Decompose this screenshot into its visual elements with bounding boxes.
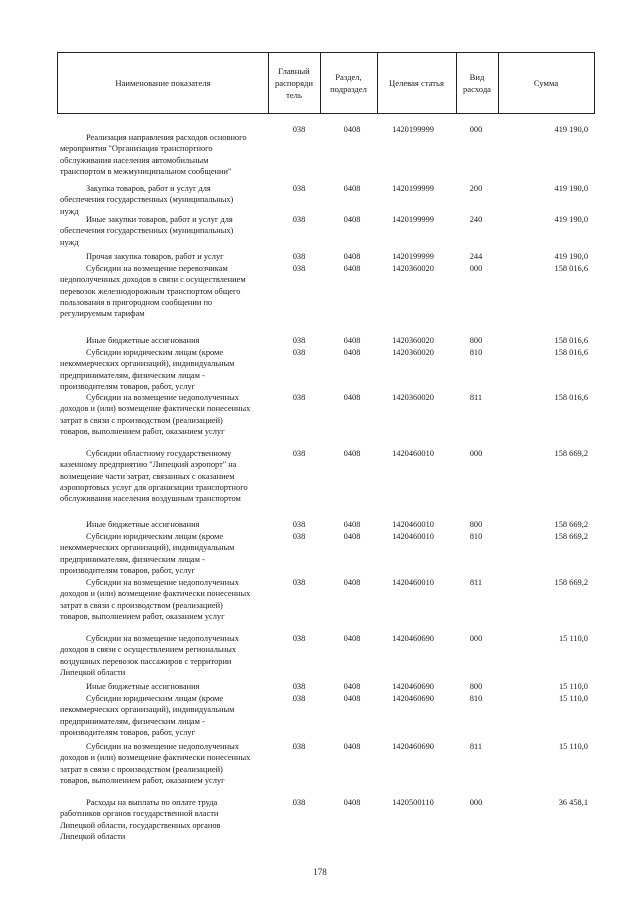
row-type: 000 bbox=[469, 449, 483, 458]
row-target: 1420460690 bbox=[392, 694, 434, 703]
row-sum: 15 110,0 bbox=[558, 634, 588, 643]
row-type: 810 bbox=[469, 532, 483, 541]
row-sum: 419 190,0 bbox=[554, 184, 588, 193]
row-name: Субсидии на возмещение недополученных доходов и (или) возмещение фактически понесенных затрат в связи с производством (реализацией) товаров, выполнением работ, оказанием услуг bbox=[60, 742, 251, 785]
row-target: 1420199999 bbox=[392, 184, 434, 193]
row-type: 810 bbox=[469, 694, 483, 703]
row-admin: 038 bbox=[292, 252, 306, 261]
row-target: 1420460010 bbox=[392, 520, 434, 529]
row-sum: 15 110,0 bbox=[558, 694, 588, 703]
row-admin: 038 bbox=[292, 634, 306, 643]
header-type-text: Вид расхода bbox=[462, 72, 492, 94]
row-section: 0408 bbox=[343, 742, 361, 751]
row-sum: 419 190,0 bbox=[554, 252, 588, 261]
row-type: 240 bbox=[469, 215, 483, 224]
row-admin: 038 bbox=[292, 520, 306, 529]
row-name: Расходы на выплаты по оплате труда работников органов государственной власти Липецкой области, государственных органов Липецкой области bbox=[60, 798, 221, 841]
row-name: Субсидии на возмещение перевозчикам недополученных доходов в связи с осуществлением перевозок железнодорожным транспортом общего пользования в пригородном сообщении по регулируемым тарифам bbox=[60, 264, 246, 319]
row-type: 000 bbox=[469, 264, 483, 273]
row-sum: 419 190,0 bbox=[554, 215, 588, 224]
row-name: Реализация направления расходов основного мероприятия "Организация транспортного обслуживания населения автомобильным транспортом в межмуниципальном сообщении" bbox=[60, 133, 247, 176]
row-type: 800 bbox=[469, 682, 483, 691]
table-header bbox=[57, 52, 595, 114]
row-section: 0408 bbox=[343, 252, 361, 261]
row-name: Прочая закупка товаров, работ и услуг bbox=[86, 252, 224, 261]
row-type: 200 bbox=[469, 184, 483, 193]
row-target: 1420460010 bbox=[392, 532, 434, 541]
row-sum: 158 016,6 bbox=[554, 393, 588, 402]
row-section: 0408 bbox=[343, 215, 361, 224]
row-name: Иные закупки товаров, работ и услуг для обеспечения государственных (муниципальных) нужд bbox=[60, 215, 234, 247]
row-type: 000 bbox=[469, 634, 483, 643]
row-name: Иные бюджетные ассигнования bbox=[86, 682, 200, 691]
row-admin: 038 bbox=[292, 215, 306, 224]
row-sum: 158 669,2 bbox=[554, 449, 588, 458]
header-name bbox=[58, 53, 268, 113]
row-admin: 038 bbox=[292, 578, 306, 587]
page-number: 178 bbox=[313, 867, 327, 877]
row-admin: 038 bbox=[292, 393, 306, 402]
row-type: 811 bbox=[469, 742, 483, 751]
row-admin: 038 bbox=[292, 532, 306, 541]
row-type: 811 bbox=[469, 393, 483, 402]
row-target: 1420360020 bbox=[392, 264, 434, 273]
row-target: 1420460690 bbox=[392, 634, 434, 643]
row-type: 244 bbox=[469, 252, 483, 261]
row-target: 1420199999 bbox=[392, 252, 434, 261]
row-target: 1420199999 bbox=[392, 215, 434, 224]
row-target: 1420460690 bbox=[392, 682, 434, 691]
header-admin-text: Главный распоряди тель bbox=[274, 66, 314, 100]
row-name: Субсидии юридическим лицам (кроме некоммерческих организаций), индивидуальным предпринимателям, физическим лицам - производителям товаров, работ, услуг bbox=[60, 532, 235, 575]
row-sum: 158 669,2 bbox=[554, 578, 588, 587]
row-name: Иные бюджетные ассигнования bbox=[86, 336, 200, 345]
header-section-text: Раздел, подраздел bbox=[330, 72, 367, 94]
row-admin: 038 bbox=[292, 449, 306, 458]
row-type: 810 bbox=[469, 348, 483, 357]
row-admin: 038 bbox=[292, 798, 306, 807]
row-admin: 038 bbox=[292, 694, 306, 703]
row-section: 0408 bbox=[343, 449, 361, 458]
row-section: 0408 bbox=[343, 578, 361, 587]
header-sum-text: Сумма bbox=[533, 78, 559, 88]
row-target: 1420360020 bbox=[392, 393, 434, 402]
row-name: Субсидии на возмещение недополученных доходов и (или) возмещение фактически понесенных затрат в связи с производством (реализацией) товаров, выполнением работ, оказанием услуг bbox=[60, 578, 251, 621]
row-sum: 419 190,0 bbox=[554, 125, 588, 134]
row-section: 0408 bbox=[343, 125, 361, 134]
header-name-text: Наименование показателя bbox=[115, 78, 211, 88]
row-section: 0408 bbox=[343, 336, 361, 345]
header-sum bbox=[498, 53, 594, 113]
row-admin: 038 bbox=[292, 125, 306, 134]
row-sum: 15 110,0 bbox=[558, 682, 588, 691]
row-target: 1420460010 bbox=[392, 449, 434, 458]
row-sum: 36 458,1 bbox=[558, 798, 588, 807]
row-type: 000 bbox=[469, 125, 483, 134]
row-section: 0408 bbox=[343, 348, 361, 357]
row-sum: 158 669,2 bbox=[554, 532, 588, 541]
row-name: Субсидии на возмещение недополученных доходов в связи с осуществлением региональных воздушных перевозок пассажиров с территории Липецкой области bbox=[60, 634, 239, 677]
row-section: 0408 bbox=[343, 532, 361, 541]
row-section: 0408 bbox=[343, 520, 361, 529]
row-section: 0408 bbox=[343, 798, 361, 807]
header-target bbox=[377, 53, 456, 113]
row-name: Субсидии областному государственному казенному предприятию "Липецкий аэропорт" на возмещение части затрат, связанных с оказанием аэропортовых услуг для организации транспортного обслуживания населения воздушным транспортом bbox=[60, 449, 248, 504]
row-section: 0408 bbox=[343, 634, 361, 643]
row-sum: 158 016,6 bbox=[554, 336, 588, 345]
row-name: Иные бюджетные ассигнования bbox=[86, 520, 200, 529]
row-sum: 158 669,2 bbox=[554, 520, 588, 529]
row-name: Субсидии на возмещение недополученных доходов и (или) возмещение фактически понесенных затрат в связи с производством (реализацией) товаров, выполнением работ, оказанием услуг bbox=[60, 393, 251, 436]
row-sum: 158 016,6 bbox=[554, 348, 588, 357]
row-admin: 038 bbox=[292, 742, 306, 751]
row-name: Закупка товаров, работ и услуг для обеспечения государственных (муниципальных) нужд bbox=[60, 184, 234, 216]
row-admin: 038 bbox=[292, 264, 306, 273]
row-type: 800 bbox=[469, 520, 483, 529]
row-section: 0408 bbox=[343, 694, 361, 703]
row-sum: 158 016,6 bbox=[554, 264, 588, 273]
row-type: 800 bbox=[469, 336, 483, 345]
row-target: 1420460010 bbox=[392, 578, 434, 587]
row-admin: 038 bbox=[292, 184, 306, 193]
row-section: 0408 bbox=[343, 393, 361, 402]
header-target-text: Целевая статья bbox=[389, 78, 444, 88]
row-target: 1420360020 bbox=[392, 336, 434, 345]
row-target: 1420500110 bbox=[392, 798, 434, 807]
header-admin bbox=[268, 53, 320, 113]
row-type: 811 bbox=[469, 578, 483, 587]
header-section bbox=[320, 53, 377, 113]
row-target: 1420360020 bbox=[392, 348, 434, 357]
header-type bbox=[456, 53, 498, 113]
row-target: 1420460690 bbox=[392, 742, 434, 751]
row-type: 000 bbox=[469, 798, 483, 807]
row-admin: 038 bbox=[292, 348, 306, 357]
row-admin: 038 bbox=[292, 682, 306, 691]
row-admin: 038 bbox=[292, 336, 306, 345]
row-target: 1420199999 bbox=[392, 125, 434, 134]
row-section: 0408 bbox=[343, 184, 361, 193]
row-sum: 15 110,0 bbox=[558, 742, 588, 751]
row-name: Субсидии юридическим лицам (кроме некоммерческих организаций), индивидуальным предпринимателям, физическим лицам - производителям товаров, работ, услуг bbox=[60, 694, 235, 737]
row-section: 0408 bbox=[343, 682, 361, 691]
row-section: 0408 bbox=[343, 264, 361, 273]
row-name: Субсидии юридическим лицам (кроме некоммерческих организаций), индивидуальным предпринимателям, физическим лицам - производителям товаров, работ, услуг bbox=[60, 348, 235, 391]
